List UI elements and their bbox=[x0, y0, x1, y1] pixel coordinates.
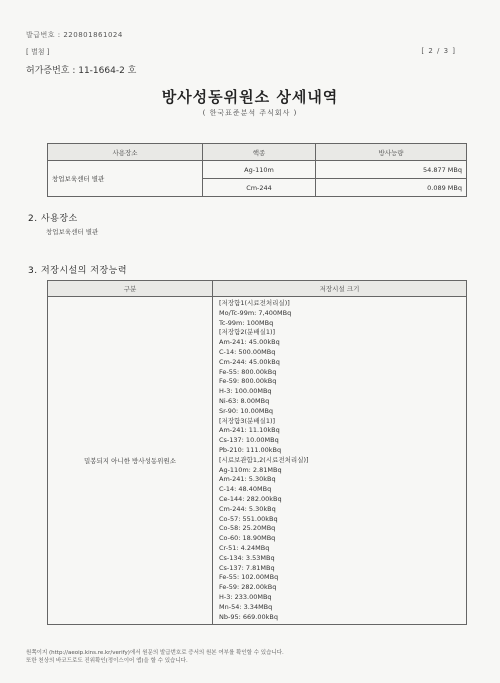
header-capacity: 저장시설 크기 bbox=[213, 281, 467, 297]
list-item: [저장함3(분배실1)] bbox=[219, 416, 276, 425]
list-item: Fe-59: 800.00kBq bbox=[219, 377, 277, 386]
list-item: Tc-99m: 100MBq bbox=[219, 318, 274, 327]
header-nuclide: 핵종 bbox=[203, 144, 316, 161]
list-item: Ni-63: 8.00MBq bbox=[219, 396, 270, 405]
list-item: Fe-55: 800.00kBq bbox=[219, 367, 277, 376]
list-item: Am-241: 5.30kBq bbox=[219, 475, 276, 484]
list-item: Pb-210: 111.00kBq bbox=[219, 445, 282, 454]
list-item: Cs-137: 7.81MBq bbox=[219, 563, 275, 572]
activity-cell: 0.089 MBq bbox=[316, 179, 467, 197]
footer-line-2: 또한 천상의 바코드로도 진위확인(정이스이어 앱)을 할 수 있습니다. bbox=[26, 658, 188, 664]
list-item: [시료보관함1,2(시료전처리실)] bbox=[219, 455, 309, 464]
list-item: C-14: 500.00MBq bbox=[219, 347, 276, 356]
list-item: Nb-95: 669.00kBq bbox=[219, 612, 278, 621]
list-item: [저장함1(시료전처리실)] bbox=[219, 299, 290, 307]
isotope-table bbox=[47, 143, 467, 197]
list-item: Cs-137: 10.00MBq bbox=[219, 436, 279, 445]
section-3-title: 3. 저장시설의 저장능력 bbox=[28, 266, 128, 276]
issue-number: 발급번호 : 220801861024 bbox=[26, 31, 123, 39]
list-item: Ag-110m: 2.81MBq bbox=[219, 465, 282, 474]
list-item: H-3: 100.00MBq bbox=[219, 387, 272, 396]
capacity-list bbox=[219, 299, 460, 622]
header-category: 구분 bbox=[48, 281, 213, 297]
permit-number: 허가증번호 : 11-1664-2 호 bbox=[26, 66, 137, 76]
nuclide-cell: Cm-244 bbox=[203, 179, 316, 197]
document-title: 방사성동위원소 상세내역 bbox=[161, 88, 339, 106]
list-item: Mo/Tc-99m: 7,400MBq bbox=[219, 308, 292, 317]
header-activity: 방사능량 bbox=[316, 144, 467, 161]
list-item: Co-58: 25.20MBq bbox=[219, 524, 276, 533]
activity-cell: 54.877 MBq bbox=[316, 161, 467, 179]
list-item: Fe-59: 282.00kBq bbox=[219, 583, 277, 592]
nuclide-cell: Ag-110m bbox=[203, 161, 316, 179]
list-item: Am-241: 11.10kBq bbox=[219, 426, 280, 435]
attachment-label: [ 별첨 ] bbox=[26, 48, 50, 56]
table-header-row bbox=[48, 144, 467, 161]
list-item: [저장함2(분배실1)] bbox=[219, 328, 276, 337]
list-item: Mn-54: 3.34MBq bbox=[219, 602, 273, 611]
list-item: Fe-55: 102.00MBq bbox=[219, 573, 279, 582]
list-item: Cm-244: 5.30kBq bbox=[219, 504, 276, 513]
table-header-row bbox=[48, 281, 467, 297]
category-cell: 밀봉되지 아니한 방사성동위원소 bbox=[48, 297, 213, 625]
list-item: Sr-90: 10.00MBq bbox=[219, 406, 274, 415]
footer-line-1: 원쪽이지 (http://aeoip.kins.re.kr/verify)에서 원문의 발급번호로 증서의 원본 여부를 확인할 수 있습니다. bbox=[26, 650, 284, 656]
list-item: Cm-244: 45.00kBq bbox=[219, 357, 280, 366]
list-item: Co-57: 551.00kBq bbox=[219, 514, 278, 523]
list-item: Co-60: 18.90MBq bbox=[219, 534, 276, 543]
list-item: C-14: 48.40MBq bbox=[219, 485, 272, 494]
footer-note bbox=[26, 649, 476, 665]
list-item: Am-241: 45.00kBq bbox=[219, 338, 280, 347]
location-cell: 창업보육센터 별관 bbox=[48, 161, 203, 197]
list-item: Cs-134: 3.53MBq bbox=[219, 553, 275, 562]
list-item: Ce-144: 282.00kBq bbox=[219, 494, 282, 503]
page-indicator: [ 2 / 3 ] bbox=[421, 47, 456, 55]
list-item: H-3: 233.00MBq bbox=[219, 592, 272, 601]
section-2-body: 창업보육센터 별관 bbox=[46, 228, 99, 236]
table-row bbox=[48, 297, 467, 625]
table-row bbox=[48, 161, 467, 179]
company-name: ( 한국표준분석 주식회사 ) bbox=[202, 109, 298, 117]
header-location: 사용장소 bbox=[48, 144, 203, 161]
section-2-title: 2. 사용장소 bbox=[28, 214, 78, 224]
list-item: Cr-51: 4.24MBq bbox=[219, 543, 270, 552]
storage-capacity-table bbox=[47, 280, 467, 625]
capacity-cell bbox=[213, 297, 467, 625]
